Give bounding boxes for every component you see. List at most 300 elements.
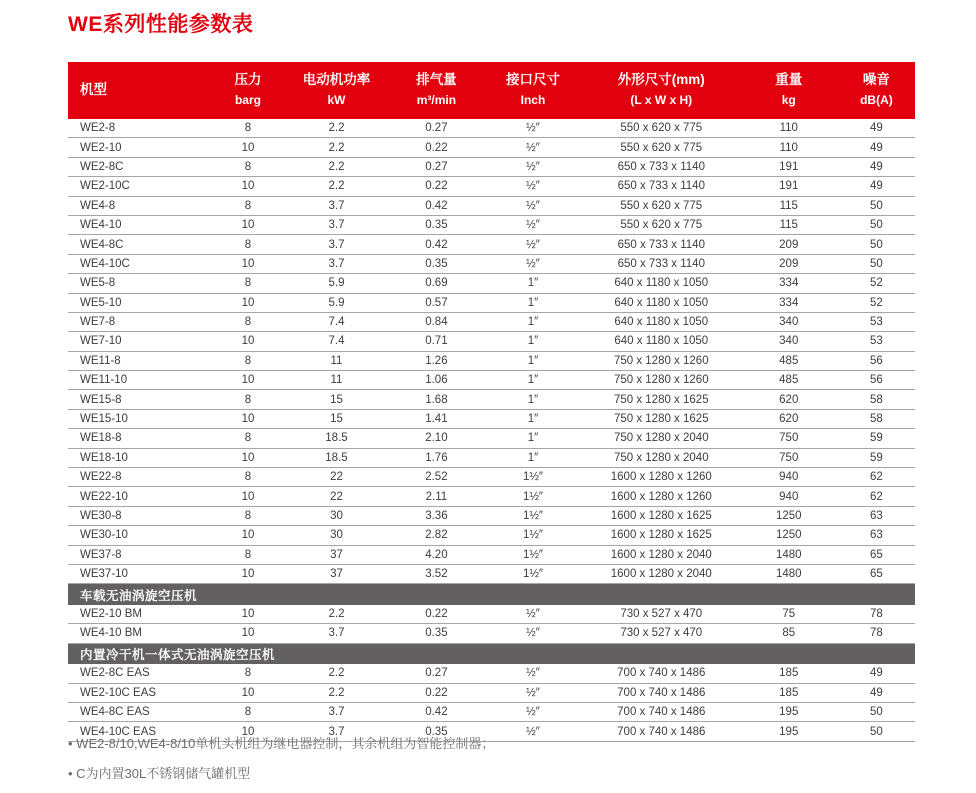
cell-value: ½″ [526, 706, 540, 719]
cell-value: 50 [870, 199, 883, 212]
cell-value: 53 [870, 335, 883, 348]
cell-value: 0.42 [425, 238, 448, 251]
table-row [68, 313, 915, 332]
cell-value: 0.27 [425, 122, 448, 135]
column-header [283, 62, 390, 119]
table-row [68, 352, 915, 371]
column-header-unit: barg [234, 93, 261, 108]
cell-value: 10 [241, 219, 255, 232]
cell-value: 49 [870, 667, 883, 680]
column-header-label: 电动机功率 [302, 72, 371, 88]
cell-value: 550 x 620 x 775 [620, 219, 703, 232]
cell-value: ½″ [526, 180, 540, 193]
cell-value: 340 [779, 316, 799, 329]
cell-value: 63 [870, 529, 883, 542]
table-row [68, 703, 915, 722]
cell-value: 5.9 [328, 277, 345, 290]
cell-value: ½″ [526, 141, 540, 154]
cell-value: 3.7 [328, 627, 345, 640]
cell-value: 1″ [527, 413, 539, 426]
cell-value: 2.82 [425, 529, 448, 542]
table-row [68, 410, 915, 429]
cell-value: 1″ [527, 316, 539, 329]
table-row [68, 390, 915, 409]
footnote: • C为内置30L不锈钢储气罐机型 [68, 766, 494, 782]
cell-value: 8 [244, 706, 252, 719]
cell-value: 750 x 1280 x 2040 [613, 432, 709, 445]
cell-value: 15 [330, 393, 343, 406]
cell-value: 50 [870, 706, 883, 719]
cell-model: WE2-10C EAS [80, 686, 157, 699]
cell-model: WE4-8 [80, 199, 116, 212]
cell-value: 30 [330, 529, 343, 542]
cell-value: 1½″ [522, 510, 543, 522]
cell-model: WE2-8C [80, 160, 124, 173]
cell-value: 62 [870, 471, 883, 484]
cell-value: 63 [870, 510, 883, 522]
cell-value: 50 [870, 238, 883, 251]
cell-value: 49 [870, 180, 883, 193]
table-row [68, 235, 915, 254]
table-row [68, 664, 915, 683]
cell-value: 8 [244, 548, 252, 561]
column-header [583, 62, 740, 119]
cell-value: 700 x 740 x 1486 [617, 667, 706, 680]
cell-value: 0.22 [425, 686, 448, 699]
cell-value: 7.4 [328, 335, 345, 348]
cell-value: 1½″ [522, 490, 543, 503]
table-row [68, 197, 915, 216]
cell-value: 1″ [527, 296, 539, 309]
column-header [740, 62, 838, 119]
cell-value: 2.2 [328, 667, 345, 680]
table-row [68, 468, 915, 487]
cell-value: 10 [241, 296, 255, 309]
cell-value: 1480 [775, 548, 802, 561]
cell-value: 7.4 [328, 316, 345, 329]
cell-value: 30 [330, 510, 343, 522]
cell-value: 640 x 1180 x 1050 [614, 277, 709, 290]
cell-value: 62 [870, 490, 883, 503]
cell-value: 115 [779, 219, 798, 232]
table-row [68, 216, 915, 235]
cell-value: 110 [779, 122, 798, 135]
cell-value: 10 [241, 686, 255, 699]
column-header-label: 机型 [80, 82, 107, 98]
column-header [838, 62, 915, 119]
cell-value: 0.27 [425, 667, 448, 680]
cell-value: 195 [779, 725, 799, 738]
cell-value: 3.7 [328, 199, 345, 212]
cell-value: 10 [241, 413, 255, 426]
cell-value: 0.57 [425, 296, 448, 309]
cell-value: 0.27 [425, 160, 448, 173]
cell-value: ½″ [526, 238, 540, 251]
cell-value: 1250 [775, 529, 802, 542]
cell-value: ½″ [526, 608, 540, 621]
cell-value: 110 [779, 141, 798, 154]
cell-value: 1″ [527, 451, 539, 464]
cell-value: 37 [330, 548, 343, 561]
cell-model: WE15-8 [80, 393, 122, 406]
cell-value: 50 [870, 725, 883, 738]
cell-value: 640 x 1180 x 1050 [614, 316, 709, 329]
cell-value: 8 [244, 122, 252, 135]
cell-value: 0.22 [425, 141, 448, 154]
cell-model: WE4-10C EAS [80, 725, 157, 738]
cell-model: WE11-10 [80, 374, 128, 387]
cell-model: WE7-8 [80, 316, 116, 329]
cell-value: 195 [779, 706, 799, 719]
cell-value: 700 x 740 x 1486 [617, 725, 706, 738]
cell-value: 1½″ [522, 529, 543, 542]
column-header-label: 接口尺寸 [505, 72, 560, 88]
cell-model: WE2-8 [80, 122, 116, 135]
spec-table [68, 62, 915, 742]
cell-value: 8 [244, 471, 252, 484]
cell-value: 49 [870, 160, 883, 173]
cell-value: 2.52 [425, 471, 448, 484]
column-header [213, 62, 283, 119]
column-header-label: 外形尺寸(mm) [617, 72, 705, 88]
table-row [68, 507, 915, 526]
column-header-unit: dB(A) [860, 93, 893, 108]
cell-model: WE30-10 [80, 529, 128, 542]
cell-model: WE4-8C EAS [80, 706, 150, 719]
cell-value: 1″ [527, 393, 539, 406]
cell-value: 18.5 [325, 432, 348, 445]
cell-value: 3.7 [328, 257, 345, 270]
cell-value: 650 x 733 x 1140 [617, 180, 705, 193]
section-header: 内置冷干机一体式无油涡旋空压机 [68, 644, 915, 665]
cell-value: 0.35 [425, 219, 448, 232]
cell-value: ½″ [526, 667, 540, 680]
table-row [68, 546, 915, 565]
cell-value: 2.11 [425, 490, 448, 503]
cell-value: 730 x 527 x 470 [620, 608, 703, 621]
table-row [68, 526, 915, 545]
cell-value: 49 [870, 122, 883, 135]
cell-value: 1½″ [522, 471, 543, 484]
cell-value: 52 [870, 277, 883, 290]
cell-value: 2.2 [328, 608, 345, 621]
cell-value: 0.84 [425, 316, 448, 329]
cell-value: 3.52 [425, 568, 448, 581]
cell-model: WE4-10 BM [80, 627, 142, 640]
cell-value: 58 [870, 393, 883, 406]
cell-value: 1480 [775, 568, 802, 581]
cell-value: 8 [244, 432, 252, 445]
cell-value: 58 [870, 413, 883, 426]
column-header [483, 62, 583, 119]
cell-value: 8 [244, 316, 252, 329]
cell-value: 65 [870, 548, 883, 561]
cell-value: 59 [870, 451, 883, 464]
cell-value: ½″ [526, 160, 540, 173]
cell-value: 1.06 [425, 374, 448, 387]
cell-value: 10 [241, 335, 255, 348]
cell-value: 18.5 [325, 451, 348, 464]
cell-model: WE30-8 [80, 510, 122, 522]
cell-value: 10 [241, 374, 255, 387]
footnote: • WE2-8/10,WE4-8/10单机头机组为继电器控制，其余机组为智能控制器； [68, 736, 494, 752]
cell-value: 750 x 1280 x 2040 [613, 451, 709, 464]
column-header-unit: m³/min [416, 93, 457, 108]
cell-value: 22 [330, 471, 343, 484]
cell-value: 185 [779, 667, 799, 680]
cell-value: 640 x 1180 x 1050 [614, 296, 709, 309]
cell-value: 650 x 733 x 1140 [617, 160, 705, 173]
cell-value: 0.35 [425, 725, 448, 738]
cell-value: 8 [244, 199, 252, 212]
cell-value: 0.35 [425, 627, 448, 640]
cell-value: 56 [870, 354, 883, 367]
column-header-unit: kg [781, 93, 796, 108]
cell-value: 11 [330, 374, 343, 387]
cell-value: ½″ [526, 122, 540, 135]
cell-value: 1600 x 1280 x 1260 [610, 490, 712, 503]
table-row [68, 565, 915, 584]
cell-value: 334 [779, 277, 799, 290]
cell-value: 0.22 [425, 180, 448, 193]
cell-value: 49 [870, 141, 883, 154]
cell-value: 550 x 620 x 775 [620, 122, 703, 135]
cell-value: 10 [241, 529, 255, 542]
cell-value: 700 x 740 x 1486 [617, 686, 706, 699]
cell-value: 485 [779, 374, 799, 387]
cell-value: 65 [870, 568, 883, 581]
cell-model: WE5-8 [80, 277, 116, 290]
cell-value: 10 [241, 608, 255, 621]
table-header [68, 62, 915, 119]
cell-value: 3.7 [328, 706, 345, 719]
cell-value: 750 x 1280 x 1260 [613, 354, 709, 367]
cell-value: 940 [779, 490, 799, 503]
cell-value: 700 x 740 x 1486 [617, 706, 706, 719]
column-header [68, 62, 213, 119]
cell-value: 1″ [527, 354, 539, 367]
table-row [68, 605, 915, 624]
section-header: 车载无油涡旋空压机 [68, 584, 915, 605]
cell-value: 8 [244, 354, 252, 367]
column-header-label: 重量 [775, 72, 803, 88]
cell-value: 10 [241, 451, 255, 464]
cell-value: ½″ [526, 725, 540, 738]
table-row [68, 138, 915, 157]
cell-value: ½″ [526, 257, 540, 270]
cell-model: WE22-8 [80, 471, 122, 484]
cell-value: 1.68 [425, 393, 448, 406]
column-header-label: 噪音 [862, 72, 890, 88]
table-row [68, 429, 915, 448]
cell-value: 8 [244, 510, 252, 522]
cell-value: 8 [244, 160, 252, 173]
cell-value: 53 [870, 316, 883, 329]
cell-value: 75 [782, 608, 796, 621]
cell-value: 1.41 [425, 413, 448, 426]
cell-value: 8 [244, 277, 252, 290]
cell-value: ½″ [526, 219, 540, 232]
cell-value: 0.42 [425, 706, 448, 719]
cell-model: WE2-8C EAS [80, 667, 150, 680]
cell-value: 0.42 [425, 199, 448, 212]
cell-model: WE4-8C [80, 238, 124, 251]
cell-value: 191 [779, 160, 799, 173]
cell-value: 209 [779, 257, 799, 270]
cell-value: 50 [870, 219, 883, 232]
cell-value: 1600 x 1280 x 2040 [610, 568, 712, 581]
cell-model: WE5-10 [80, 296, 122, 309]
column-header-unit: Inch [520, 93, 546, 108]
cell-model: WE15-10 [80, 413, 128, 426]
cell-value: 1600 x 1280 x 1625 [610, 510, 712, 522]
cell-value: 750 [779, 432, 799, 445]
cell-value: 2.2 [328, 141, 345, 154]
cell-value: 750 x 1280 x 1625 [613, 413, 709, 426]
cell-value: 550 x 620 x 775 [620, 141, 703, 154]
cell-value: 2.10 [425, 432, 448, 445]
cell-value: ½″ [526, 686, 540, 699]
cell-value: 2.2 [328, 160, 345, 173]
table-row [68, 158, 915, 177]
cell-value: 8 [244, 238, 252, 251]
cell-value: 10 [241, 180, 255, 193]
cell-value: 4.20 [425, 548, 448, 561]
cell-value: 1.76 [425, 451, 448, 464]
table-row [68, 332, 915, 351]
cell-value: 1250 [775, 510, 802, 522]
cell-model: WE2-10 BM [80, 608, 142, 621]
cell-value: 1600 x 1280 x 1625 [610, 529, 712, 542]
cell-value: 1600 x 1280 x 1260 [610, 471, 712, 484]
cell-value: 15 [330, 413, 343, 426]
cell-value: 59 [870, 432, 883, 445]
cell-value: 10 [241, 725, 255, 738]
cell-value: 56 [870, 374, 883, 387]
column-header-unit: kW [327, 93, 346, 108]
cell-model: WE7-10 [80, 335, 122, 348]
cell-value: 3.7 [328, 725, 345, 738]
cell-value: 115 [779, 199, 798, 212]
column-header-label: 排气量 [416, 72, 457, 88]
cell-value: 750 x 1280 x 1260 [613, 374, 709, 387]
cell-value: 49 [870, 686, 883, 699]
cell-value: 10 [241, 257, 255, 270]
cell-model: WE22-10 [80, 490, 128, 503]
cell-model: WE2-10C [80, 180, 130, 193]
column-header-label: 压力 [234, 72, 262, 88]
cell-value: 2.2 [328, 686, 345, 699]
footnotes [68, 736, 494, 793]
cell-value: 650 x 733 x 1140 [617, 257, 705, 270]
cell-value: 11 [330, 354, 343, 367]
cell-value: 10 [241, 568, 255, 581]
cell-value: 0.22 [425, 608, 448, 621]
cell-value: 1½″ [522, 568, 543, 581]
cell-value: 185 [779, 686, 799, 699]
cell-value: 340 [779, 335, 799, 348]
table-row [68, 119, 915, 138]
cell-model: WE18-8 [80, 432, 122, 445]
table-row [68, 449, 915, 468]
cell-value: 940 [779, 471, 799, 484]
cell-value: 750 [779, 451, 799, 464]
cell-value: 0.69 [425, 277, 448, 290]
cell-value: 10 [241, 141, 255, 154]
cell-value: 209 [779, 238, 799, 251]
cell-value: 2.2 [328, 180, 345, 193]
cell-value: 1″ [527, 335, 539, 348]
cell-value: 750 x 1280 x 1625 [613, 393, 709, 406]
cell-value: 22 [330, 490, 343, 503]
cell-model: WE4-10 [80, 219, 122, 232]
column-header-unit: (L x W x H) [630, 93, 693, 108]
table-row [68, 177, 915, 196]
cell-value: 640 x 1180 x 1050 [614, 335, 709, 348]
cell-model: WE37-8 [80, 548, 122, 561]
cell-value: 50 [870, 257, 883, 270]
cell-value: 1″ [527, 374, 539, 387]
cell-value: 620 [779, 413, 799, 426]
table-row [68, 487, 915, 506]
cell-model: WE18-10 [80, 451, 128, 464]
cell-value: 0.71 [425, 335, 448, 348]
cell-value: 3.7 [328, 238, 345, 251]
cell-value: 37 [330, 568, 343, 581]
cell-value: 650 x 733 x 1140 [617, 238, 705, 251]
cell-value: 52 [870, 296, 883, 309]
cell-value: 485 [779, 354, 799, 367]
cell-value: 78 [870, 608, 883, 621]
table-row [68, 255, 915, 274]
cell-value: ½″ [526, 627, 540, 640]
cell-value: 78 [870, 627, 883, 640]
cell-value: 0.35 [425, 257, 448, 270]
table-row [68, 371, 915, 390]
cell-value: 8 [244, 667, 252, 680]
table-row [68, 684, 915, 703]
cell-value: 3.7 [328, 219, 345, 232]
cell-value: 334 [779, 296, 799, 309]
cell-value: 191 [779, 180, 799, 193]
cell-value: 2.2 [328, 122, 345, 135]
cell-model: WE4-10C [80, 257, 130, 270]
cell-value: 10 [241, 627, 255, 640]
cell-value: 1.26 [425, 354, 448, 367]
spec-table-body [68, 119, 915, 742]
table-row [68, 624, 915, 643]
cell-value: ½″ [526, 199, 540, 212]
cell-value: 85 [782, 627, 796, 640]
cell-value: 5.9 [328, 296, 345, 309]
cell-model: WE2-10 [80, 141, 122, 154]
cell-value: 1½″ [522, 548, 543, 561]
cell-value: 730 x 527 x 470 [620, 627, 703, 640]
cell-value: 3.36 [425, 510, 448, 522]
cell-value: 1600 x 1280 x 2040 [610, 548, 712, 561]
cell-model: WE11-8 [80, 354, 121, 367]
cell-value: 10 [241, 490, 255, 503]
table-row [68, 274, 915, 293]
cell-value: 8 [244, 393, 252, 406]
page-title: WE系列性能参数表 [68, 13, 254, 36]
cell-model: WE37-10 [80, 568, 128, 581]
cell-value: 1″ [527, 277, 539, 290]
table-row [68, 294, 915, 313]
column-header [390, 62, 483, 119]
cell-value: 1″ [527, 432, 539, 445]
cell-value: 620 [779, 393, 799, 406]
